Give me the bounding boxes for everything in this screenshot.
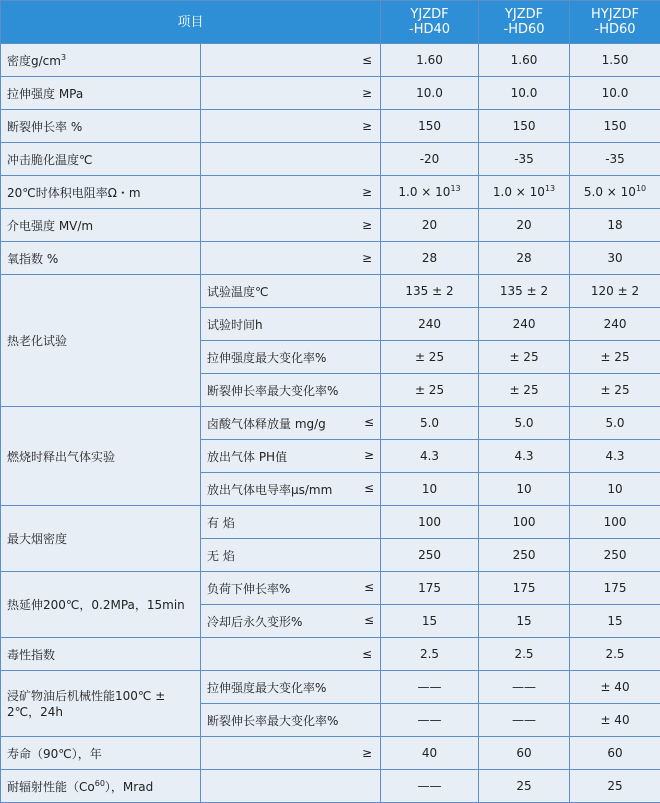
cell-value: 10	[570, 473, 660, 506]
cell-value: 25	[479, 770, 570, 803]
comparison-symbol: ≥	[201, 242, 381, 275]
cell-value: ——	[381, 704, 479, 737]
cell-value: 5.0	[570, 407, 660, 440]
comparison-symbol: ≥	[201, 110, 381, 143]
cell-value: 135 ± 2	[479, 275, 570, 308]
sub-label: 断裂伸长率最大变化率%	[201, 704, 381, 737]
comparison-symbol: ≤	[364, 415, 374, 429]
group-label: 热延伸200℃，0.2MPa，15min	[1, 572, 201, 638]
sub-label: 负荷下伸长率% ≤	[201, 572, 381, 605]
cell-value: 250	[570, 539, 660, 572]
cell-value: ± 40	[570, 704, 660, 737]
cell-value: 15	[570, 605, 660, 638]
cell-value: 18	[570, 209, 660, 242]
sub-label: 断裂伸长率最大变化率%	[201, 374, 381, 407]
cell-value: 150	[570, 110, 660, 143]
cell-value: 4.3	[479, 440, 570, 473]
row-label: 拉伸强度 MPa	[1, 77, 201, 110]
cell-value: 1.60	[479, 44, 570, 77]
cell-value: 100	[570, 506, 660, 539]
sub-label: 试验温度℃	[201, 275, 381, 308]
table-row	[1, 506, 660, 539]
table-row	[1, 572, 660, 605]
cell-value: 30	[570, 242, 660, 275]
cell-value: -35	[479, 143, 570, 176]
sub-label: 放出气体电导率μs/mm ≤	[201, 473, 381, 506]
group-label: 热老化试验	[1, 275, 201, 407]
table-row	[1, 209, 660, 242]
cell-value: 175	[479, 572, 570, 605]
cell-value: 4.3	[381, 440, 479, 473]
table-row	[1, 143, 660, 176]
cell-value: 5.0	[381, 407, 479, 440]
table-row	[1, 407, 660, 440]
table-row	[1, 671, 660, 704]
sub-label: 冷却后永久变形% ≤	[201, 605, 381, 638]
cell-value: 28	[381, 242, 479, 275]
header-col-hyjzdf-hd60: HYJZDF -HD60	[570, 1, 660, 44]
comparison-symbol: ≤	[364, 613, 374, 627]
comparison-symbol	[201, 770, 381, 803]
table-row	[1, 44, 660, 77]
comparison-symbol: ≥	[201, 77, 381, 110]
cell-value: ± 25	[570, 341, 660, 374]
cell-value: ± 25	[570, 374, 660, 407]
cell-value: 2.5	[381, 638, 479, 671]
cell-value: 240	[570, 308, 660, 341]
table-row	[1, 176, 660, 209]
comparison-symbol: ≤	[201, 638, 381, 671]
row-label: 冲击脆化温度℃	[1, 143, 201, 176]
cell-value: 2.5	[570, 638, 660, 671]
cell-value: -20	[381, 143, 479, 176]
cell-value: $1.0 \times 10^{13}$	[479, 176, 570, 209]
row-label: 20℃时体积电阻率Ω・m	[1, 176, 201, 209]
header-item: 项目	[1, 1, 381, 44]
cell-value: 10.0	[570, 77, 660, 110]
cell-value: $5.0 \times 10^{10}$	[570, 176, 660, 209]
row-label: 密度$g/cm^3$	[1, 44, 201, 77]
cell-value: 250	[381, 539, 479, 572]
sub-label: 卤酸气体释放量 mg/g ≤	[201, 407, 381, 440]
cell-value: 60	[570, 737, 660, 770]
cell-value: 150	[381, 110, 479, 143]
cell-value: 28	[479, 242, 570, 275]
cell-value: 20	[479, 209, 570, 242]
cell-value: 10	[479, 473, 570, 506]
table-row	[1, 638, 660, 671]
comparison-symbol: ≥	[364, 448, 374, 462]
table-row	[1, 77, 660, 110]
cell-value: ± 25	[479, 341, 570, 374]
cell-value: 20	[381, 209, 479, 242]
cell-value: 175	[381, 572, 479, 605]
cell-value: 240	[381, 308, 479, 341]
sub-label: 放出气体 PH值 ≥	[201, 440, 381, 473]
cell-value: 25	[570, 770, 660, 803]
cell-value: ——	[381, 671, 479, 704]
cell-value: $1.0 \times 10^{13}$	[381, 176, 479, 209]
cell-value: 15	[381, 605, 479, 638]
cell-value: 4.3	[570, 440, 660, 473]
cell-value: 135 ± 2	[381, 275, 479, 308]
row-label: 氧指数 %	[1, 242, 201, 275]
cell-value: 40	[381, 737, 479, 770]
sub-label: 拉伸强度最大变化率%	[201, 671, 381, 704]
cell-value: 120 ± 2	[570, 275, 660, 308]
comparison-symbol: ≥	[201, 737, 381, 770]
comparison-symbol: ≤	[201, 44, 381, 77]
group-label: 浸矿物油后机械性能100℃ ± 2℃，24h	[1, 671, 201, 737]
cell-value: ——	[381, 770, 479, 803]
cell-value: 1.60	[381, 44, 479, 77]
comparison-symbol: ≥	[201, 176, 381, 209]
cell-value: ——	[479, 704, 570, 737]
cell-value: 150	[479, 110, 570, 143]
group-label: 最大烟密度	[1, 506, 201, 572]
header-col-yjzdf-hd40: YJZDF -HD40	[381, 1, 479, 44]
cell-value: ——	[479, 671, 570, 704]
row-label: 毒性指数	[1, 638, 201, 671]
cell-value: 100	[381, 506, 479, 539]
comparison-symbol	[201, 143, 381, 176]
table-row	[1, 275, 660, 308]
cell-value: ± 25	[479, 374, 570, 407]
cell-value: 15	[479, 605, 570, 638]
comparison-symbol: ≤	[364, 580, 374, 594]
sub-label: 拉伸强度最大变化率%	[201, 341, 381, 374]
table-row	[1, 110, 660, 143]
row-label: 耐辐射性能（Co$^{60}$），Mrad	[1, 770, 201, 803]
cell-value: -35	[570, 143, 660, 176]
comparison-symbol: ≤	[364, 481, 374, 495]
cell-value: 10.0	[381, 77, 479, 110]
cell-value: 10	[381, 473, 479, 506]
sub-label: 有 焰	[201, 506, 381, 539]
cell-value: 1.50	[570, 44, 660, 77]
row-label: 介电强度 MV/m	[1, 209, 201, 242]
sub-label: 试验时间h	[201, 308, 381, 341]
cell-value: 250	[479, 539, 570, 572]
row-label: 寿命（90℃），年	[1, 737, 201, 770]
cell-value: ± 40	[570, 671, 660, 704]
group-label: 燃烧时释出气体实验	[1, 407, 201, 506]
cell-value: 2.5	[479, 638, 570, 671]
comparison-symbol: ≥	[201, 209, 381, 242]
table-row	[1, 242, 660, 275]
cell-value: 240	[479, 308, 570, 341]
table-row	[1, 737, 660, 770]
row-label: 断裂伸长率 %	[1, 110, 201, 143]
cell-value: 5.0	[479, 407, 570, 440]
cell-value: 100	[479, 506, 570, 539]
cell-value: 175	[570, 572, 660, 605]
header-col-yjzdf-hd60: YJZDF -HD60	[479, 1, 570, 44]
table-row	[1, 770, 660, 803]
header-row	[1, 1, 660, 44]
cell-value: ± 25	[381, 374, 479, 407]
cell-value: 60	[479, 737, 570, 770]
sub-label: 无 焰	[201, 539, 381, 572]
cell-value: 10.0	[479, 77, 570, 110]
cell-value: ± 25	[381, 341, 479, 374]
